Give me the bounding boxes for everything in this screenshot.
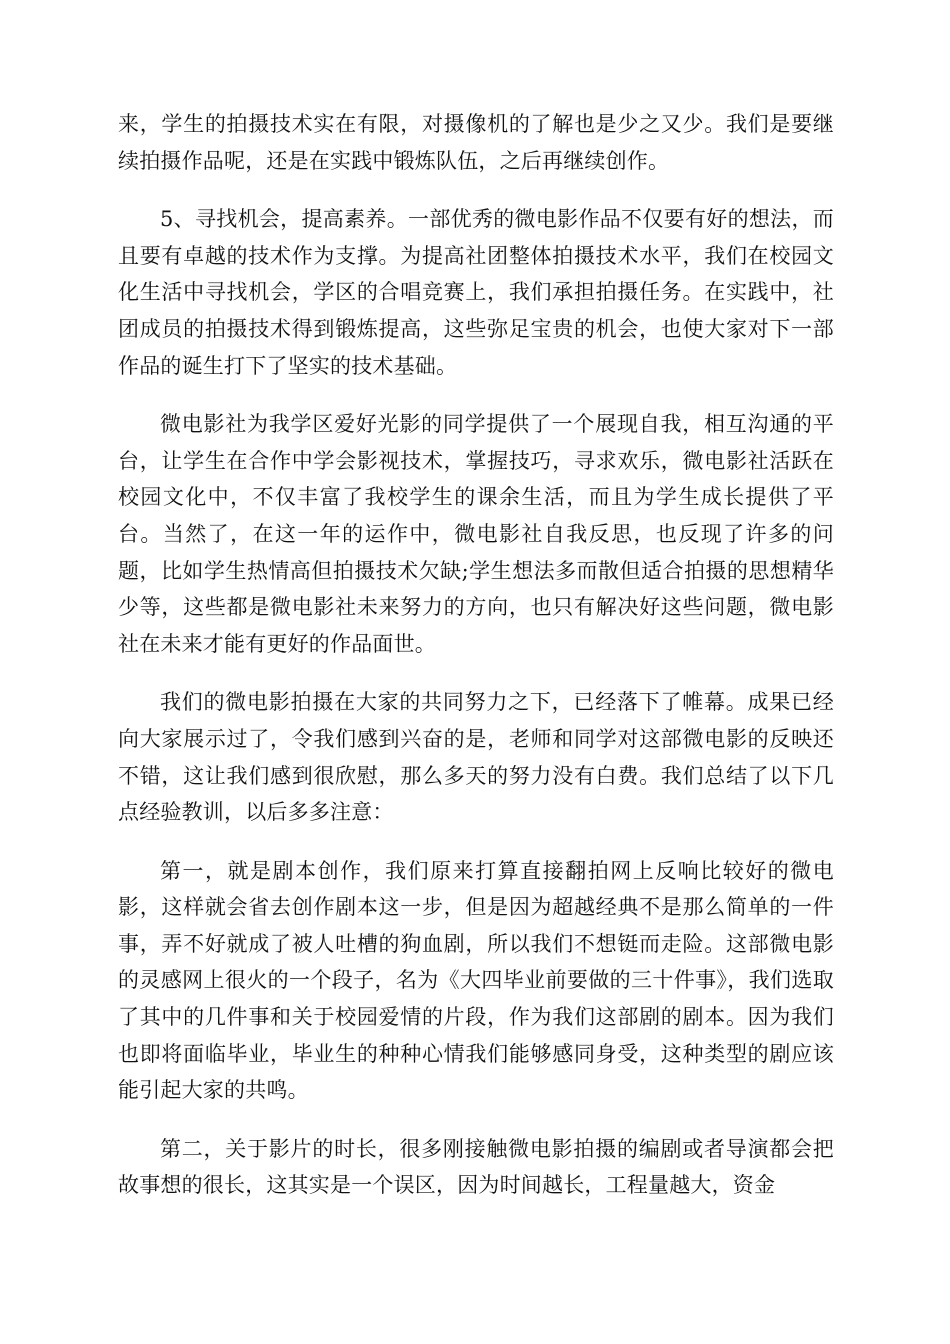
paragraph-continuation: 来，学生的拍摄技术实在有限，对摄像机的了解也是少之又少。我们是要继续拍摄作品呢，还是在实践中锻炼队伍，之后再继续创作。 [118, 112, 834, 173]
paragraph-club-summary: 微电影社为我学区爱好光影的同学提供了一个展现自我，相互沟通的平台，让学生在合作中学会影视技术，掌握技巧，寻求欢乐，微电影社活跃在校园文化中，不仅丰富了我校学生的课余生活，而且为学生成长提供了平台。当然了，在这一年的运作中，微电影社自我反思，也反现了许多的问题，比如学生热情高但拍摄技术欠缺;学生想法多而散但适合拍摄的思想精华少等，这些都是微电影社未来努力的方向，也只有解决好这些问题，微电影社在未来才能有更好的作品面世。 [118, 412, 834, 656]
paragraph-first-script: 第一，就是剧本创作，我们原来打算直接翻拍网上反响比较好的微电影，这样就会省去创作剧本这一步，但是因为超越经典不是那么简单的一件事，弄不好就成了被人吐槽的狗血剧，所以我们不想铤而走险。这部微电影的灵感网上很火的一个段子，名为《大四毕业前要做的三十件事》，我们选取了其中的几件事和关于校园爱情的片段，作为我们这部剧的剧本。因为我们也即将面临毕业，毕业生的种种心情我们能够感同身受，这种类型的剧应该能引起大家的共鸣。 [118, 858, 834, 1103]
paragraph-second-duration: 第二，关于影片的时长，很多刚接触微电影拍摄的编剧或者导演都会把故事想的很长，这其实是一个误区，因为时间越长，工程量越大，资金 [118, 1136, 834, 1198]
paragraph-lessons-intro: 我们的微电影拍摄在大家的共同努力之下，已经落下了帷幕。成果已经向大家展示过了，令我们感到兴奋的是，老师和同学对这部微电影的反映还不错，这让我们感到很欣慰，那么多天的努力没有白费。我们总结了以下几点经验教训，以后多多注意： [118, 690, 834, 825]
document-page [118, 106, 834, 1226]
paragraph-point-5: 5、寻找机会，提高素养。一部优秀的微电影作品不仅要有好的想法，而且要有卓越的技术作为支撑。为提高社团整体拍摄技术水平，我们在校园文化生活中寻找机会，学区的合唱竞赛上，我们承担拍摄任务。在实践中，社团成员的拍摄技术得到锻炼提高，这些弥足宝贵的机会，也使大家对下一部作品的诞生打下了坚实的技术基础。 [118, 207, 834, 378]
